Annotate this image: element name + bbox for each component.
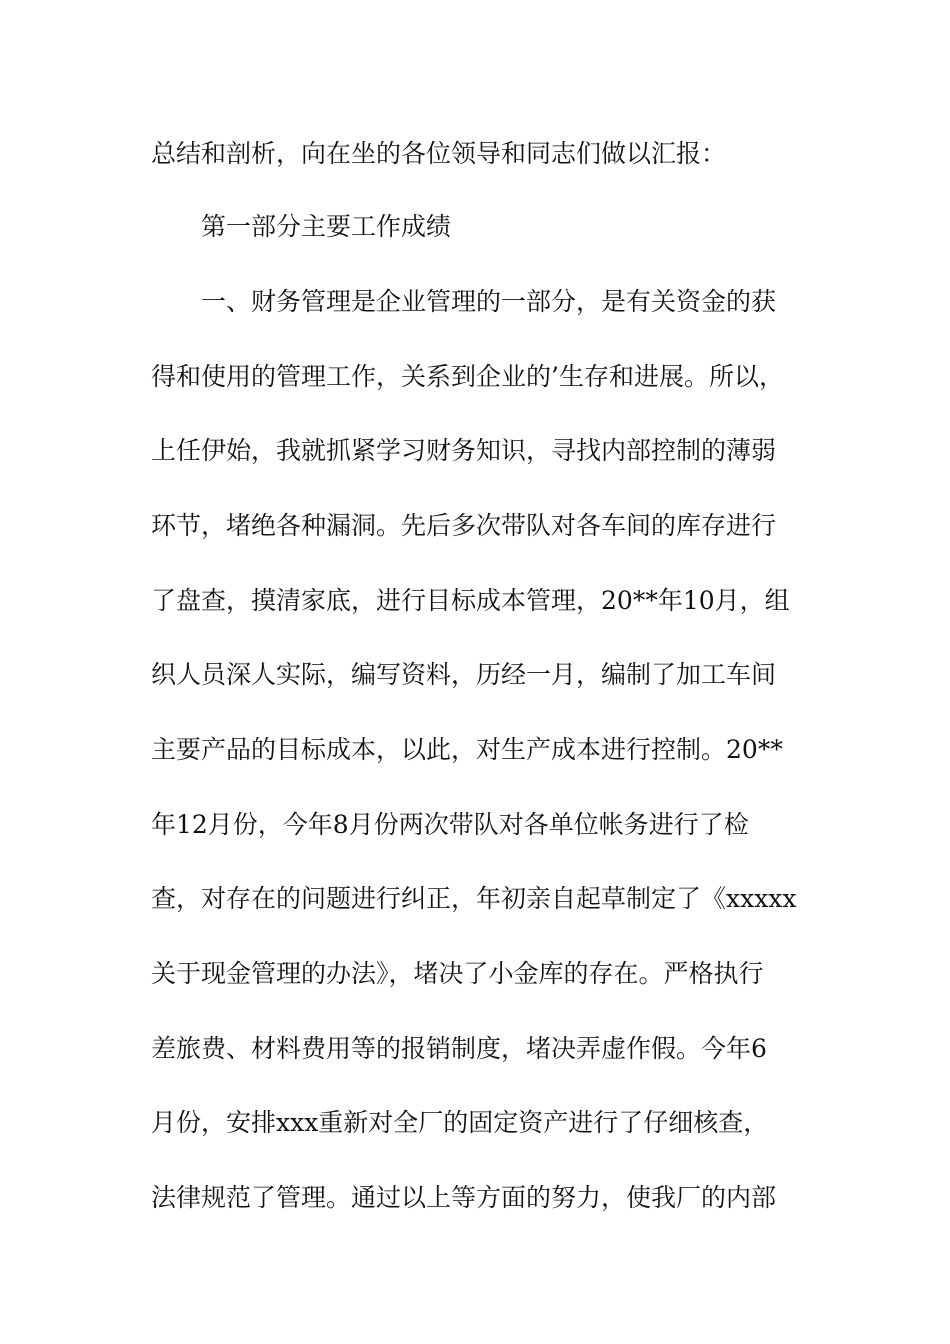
- text-line-12: 关于现金管理的办法》，堵决了小金库的存在。严格执行: [151, 959, 764, 988]
- text-line-1: 总结和剖析，向在坐的各位领导和同志们做以汇报：: [151, 139, 727, 168]
- text-line-13: 差旅费、材料费用等的报销制度，堵决弄虚作假。今年6: [151, 1034, 767, 1063]
- section-heading: 第一部分主要工作成绩: [201, 212, 452, 241]
- text-line-5: 上任伊始，我就抓紧学习财务知识，寻找内部控制的薄弱: [151, 436, 777, 465]
- text-line-11: 查，对存在的问题进行纠正，年初亲自起草制定了《xxxxx: [151, 884, 797, 913]
- text-line-7: 了盘查，摸清家底，进行目标成本管理，20**年10月，组: [151, 586, 790, 615]
- text-line-10: 年12月份，今年8月份两次带队对各单位帐务进行了检: [151, 810, 749, 839]
- text-line-15: 法律规范了管理。通过以上等方面的努力，使我厂的内部: [151, 1183, 777, 1212]
- text-line-4: 得和使用的管理工作，关系到企业的’生存和进展。所以，: [151, 362, 784, 391]
- text-line-14: 月份，安排xxx重新对全厂的固定资产进行了仔细核查，: [151, 1108, 769, 1137]
- text-line-9: 主要产品的目标成本，以此，对生产成本进行控制。20**: [151, 735, 783, 764]
- text-line-3: 一、财务管理是企业管理的一部分，是有关资金的获: [201, 287, 777, 316]
- text-line-8: 织人员深人实际，编写资料，历经一月，编制了加工车间: [151, 660, 777, 689]
- text-line-6: 环节，堵绝各种漏洞。先后多次带队对各车间的库存进行: [151, 511, 777, 540]
